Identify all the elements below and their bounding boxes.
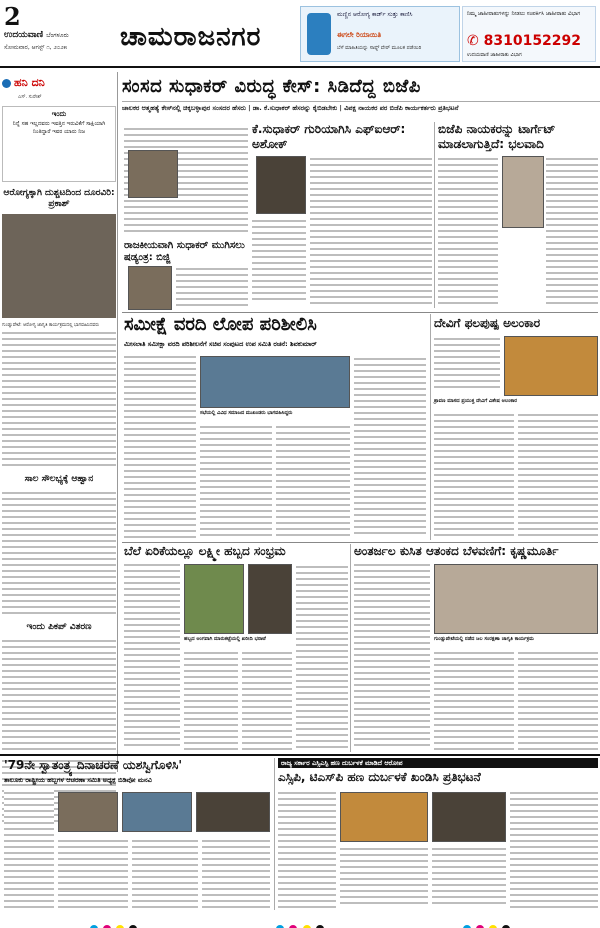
flower-decoration-photo	[504, 336, 598, 396]
story-deck: ರಾಜ್ಯ ಸರ್ಕಾರ ಎಸ್ಸಿಎಸ್ಪಿ ಹಣ ದುರ್ಬಳಕೆ ಮಾಡಿದೆ ಆರೋಪ	[278, 758, 598, 768]
ad-text: ಉದಯವಾಣಿ ಜಾಹೀರಾತು ವಿಭಾಗ	[467, 52, 522, 58]
hanidani-label: ಇಂದು	[51, 110, 67, 118]
section-title: ಚಾಮರಾಜನಗರ	[120, 22, 262, 52]
story-body	[310, 156, 432, 304]
left-column	[0, 72, 118, 772]
phone-icon	[307, 13, 331, 55]
registration-mark-group	[90, 918, 137, 928]
call-icon: ✆	[467, 33, 479, 49]
column-rule	[350, 544, 351, 752]
story-body	[434, 336, 500, 388]
section-rule	[122, 312, 598, 313]
photo-caption: ಶ್ರಾವಣ ಮಾಸದ ಪ್ರಯುಕ್ತ ದೇವಿಗೆ ವಿಶೇಷ ಅಲಂಕಾರ	[434, 398, 518, 404]
story-body	[434, 412, 514, 538]
story-body	[518, 650, 598, 750]
registration-mark-group	[276, 918, 323, 928]
hanidani-box	[2, 106, 116, 182]
story-headline: ಎಸ್ಸಿಪಿ, ಟಿಎಸ್‌ಪಿ ಹಣ ದುರ್ಬಳಕೆ ಖಂಡಿಸಿ ಪ್ರತಿಭಟನೆ	[278, 770, 481, 784]
market-photo	[248, 564, 292, 634]
meeting-photo	[200, 356, 350, 408]
city: ಬೆಂಗಳೂರು	[46, 32, 69, 39]
story-body	[4, 790, 54, 908]
section-rule	[122, 542, 598, 543]
story-body	[124, 354, 196, 538]
column-rule	[430, 314, 431, 540]
photo-caption: ಗುಂಡ್ಲುಪೇಟೆಯಲ್ಲಿ ನಡೆದ ಜಲ ಸಂರಕ್ಷಣಾ ಜಾಗೃತಿ ಕಾರ್ಯಕ್ರಮ	[434, 636, 534, 642]
story-headline: ಆರೋಗ್ಯಕ್ಕಾಗಿ ದುಶ್ಚಟದಿಂದ ದೂರವಿರಿ: ಪ್ರಕಾಶ್	[3, 188, 115, 209]
page-number: 2	[4, 2, 21, 31]
ad-phone	[467, 33, 581, 49]
paper-name	[4, 30, 69, 40]
story-body	[438, 156, 498, 306]
photo-caption: ಸಭೆಯಲ್ಲಿ ವಿವಿಧ ಸಮಾಜದ ಮುಖಂಡರು ಭಾಗವಹಿಸಿದ್ದರು	[200, 410, 293, 416]
paper-date: ಸೋಮವಾರ, ಆಗಸ್ಟ್ ೧, ೨೦೨೫	[4, 44, 67, 51]
market-photo	[184, 564, 244, 634]
advertisement-contact[interactable]	[462, 6, 596, 62]
story-body	[276, 424, 350, 538]
lead-headline: ಸಂಸದ ಸುಧಾಕರ್ ವಿರುದ್ಧ ಕೇಸ್: ಸಿಡಿದೆದ್ದ ಬಿಜೆಪಿ	[122, 76, 421, 97]
masthead	[0, 0, 600, 68]
story-body	[354, 562, 430, 750]
story-body	[510, 790, 598, 908]
story-headline: ಬಿಜೆಪಿ ನಾಯಕರನ್ನು ಟಾರ್ಗೆಟ್ ಮಾಡಲಾಗುತ್ತಿದೆ: ಭಲವಾದಿ	[438, 122, 556, 151]
story-body	[132, 838, 198, 908]
story-headline: ಇಂದು ಪಿಕಪ್ ವಿತರಣ	[26, 622, 92, 632]
story-body	[242, 650, 292, 750]
story-photo	[2, 214, 116, 328]
protest-photo	[432, 792, 506, 842]
hanidani-title: ಹನಿ ದನಿ	[14, 76, 45, 89]
story-body	[252, 218, 306, 304]
story-body	[354, 356, 426, 538]
registration-mark-group	[463, 918, 510, 928]
story-headline: ರಾಜಕೀಯವಾಗಿ ಸುಧಾಕರ್ ಮುಗಿಸಲು ಷಡ್ಯಂತ್ರ: ಬಿಜ್ಜಿ	[124, 240, 245, 263]
story-body	[202, 838, 270, 908]
ad-text: ಈಗಲೇ ರಿಯಾಯಿತಿ	[337, 31, 382, 39]
story-body	[176, 266, 248, 310]
hanidani-logo	[2, 76, 116, 90]
hanidani-poem: ನಿನ್ನೆ ಸಹ ಇಲ್ಲದವರು ಇವತ್ತಿನ ಇರುವಿಕೆಗೆ ಸಾಕ್ಷಿಯಾಗಿ ನಿಂತಿದ್ದಾರೆ ಇವರ ಯಾರು ನಿಜ	[12, 121, 106, 135]
story-headline: ಸಮೀಕ್ಷೆ ವರದಿ ಲೋಪ ಪರಿಶೀಲಿಸಿ	[124, 314, 317, 335]
story-body	[340, 846, 428, 908]
story-body	[124, 562, 180, 750]
story-body	[2, 490, 116, 618]
print-registration-marks	[0, 918, 600, 928]
lead-story-banner	[122, 72, 600, 102]
story-deck: ಮೀಸಲಾತಿ ಸಮೀಕ್ಷಾ ವರದಿ ಪರಿಶೀಲನೆಗೆ ಸಚಿವ ಸಂಪುಟದ ಉಪ ಸಮಿತಿ ರಚನೆ: ಶಿವಕುಮಾರ್	[124, 340, 317, 348]
photo-caption: ಹಬ್ಬದ ಅಂಗವಾಗಿ ಮಾರುಕಟ್ಟೆಯಲ್ಲಿ ಖರೀದಿ ಭರಾಟೆ	[184, 636, 266, 642]
protest-photo	[340, 792, 428, 842]
ad-text: ಬೆಳೆ ಮಾಹಿತಿಯನ್ನು ಸಾಫ್ಟ್ ವೇರ್ ಮೂಲಕ ಪಡೆಯಿರಿ	[337, 45, 422, 51]
hanidani-author: ಎಸ್. ಸುರೇಶ್	[18, 94, 42, 100]
story-body	[278, 790, 336, 908]
column-rule	[274, 758, 275, 910]
story-body	[200, 424, 272, 538]
story-body	[2, 330, 116, 470]
portrait-photo	[128, 266, 172, 310]
story-body	[432, 846, 506, 908]
story-headline: ಅಂತರ್ಜಲ ಕುಸಿತ ಆತಂಕದ ಬೆಳವಣಿಗೆ: ಕೃಷ್ಣಮೂರ್ತಿ	[354, 544, 559, 558]
column-rule	[434, 122, 435, 308]
advertisement-soil[interactable]	[300, 6, 460, 62]
story-deck: ತಾಲೂಕು ರಾಷ್ಟ್ರೀಯ ಹಬ್ಬಗಳ ಆಚರಣಾ ಸಮಿತಿ ಅಧ್ಯಕ್ಷ ಬಿಡಿವೋ ಮನವಿ	[4, 776, 152, 784]
portrait-photo	[256, 156, 306, 214]
lead-subline: ಚಾಲಕರ ಆತ್ಮಹತ್ಯೆ ಕೇಸ್‌ನಲ್ಲಿ ಚಿಕ್ಕಬಳ್ಳಾಪುರ ಸಂಸದರ ಹೆಸರು | ಡಾ. ಕೆ.ಸುಧಾಕರ್ ಹೆಸರನ್ನು ಕೈಬಿಡಬೇಕು | ವಿಪಕ್ಷ ನಾಯಕರ ಪರ ಬಿಜೆಪಿ ಕಾರ್ಯಕರ್ತರು ಪ್ರತಿಭಟನೆ	[122, 104, 459, 112]
photo-caption: ಗುಂಡ್ಲುಪೇಟೆ: ಆರೋಗ್ಯ ಜಾಗೃತಿ ಕಾರ್ಯಕ್ರಮದಲ್ಲಿ ಭಾಗವಹಿಸಿದವರು	[2, 323, 100, 328]
drop-icon	[2, 79, 11, 88]
meeting-photo	[122, 792, 192, 832]
story-body	[546, 156, 598, 306]
story-headline: ಸಾಲ ಸೌಲಭ್ಯಕ್ಕೆ ಆಹ್ವಾನ	[24, 474, 94, 484]
story-headline: '79ನೇ ಸ್ವಾತಂತ್ರ್ಯ ದಿನಾಚರಣೆ ಯಶಸ್ವಿಗೊಳಿಸಿ'	[4, 758, 183, 772]
story-body	[518, 412, 598, 538]
ad-phone-number: 8310152292	[483, 33, 582, 49]
story-headline: ದೇವಿಗೆ ಫಲಪುಷ್ಪ ಅಲಂಕಾರ	[434, 316, 541, 330]
ad-text: ನಿಮ್ಮ ಜಾಹೀರಾತುಗಳನ್ನು ನೀಡಲು ಸಂಪರ್ಕಿಸಿ ಜಾಹೀರಾತು ವಿಭಾಗ	[467, 11, 581, 17]
section-rule	[0, 754, 600, 756]
portrait-photo	[502, 156, 544, 228]
portrait-photo	[128, 150, 178, 198]
meeting-photo	[434, 564, 598, 634]
story-body	[184, 650, 238, 750]
paper-name-text: ಉದಯವಾಣಿ	[4, 30, 44, 40]
story-body	[58, 838, 128, 908]
meeting-photo	[58, 792, 118, 832]
ad-text: ಮಣ್ಣಿನ ಆರೋಗ್ಯ ಕಾರ್ಡ್ ಸುತ್ತು ಕಾಣಿಸಿ	[337, 11, 413, 18]
story-headline: ಬೆಲೆ ಏರಿಕೆಯಲ್ಲೂ ಲಕ್ಷ್ಮೀ ಹಬ್ಬದ ಸಂಭ್ರಮ	[124, 544, 286, 558]
story-body	[434, 650, 514, 750]
story-headline: ಕೆ.ಸುಧಾಕರ್ ಗುರಿಯಾಗಿಸಿ ಎಫ್‌ಐಆರ್: ಅಶೋಕ್	[252, 122, 406, 151]
story-body	[296, 564, 348, 750]
meeting-photo	[196, 792, 270, 832]
